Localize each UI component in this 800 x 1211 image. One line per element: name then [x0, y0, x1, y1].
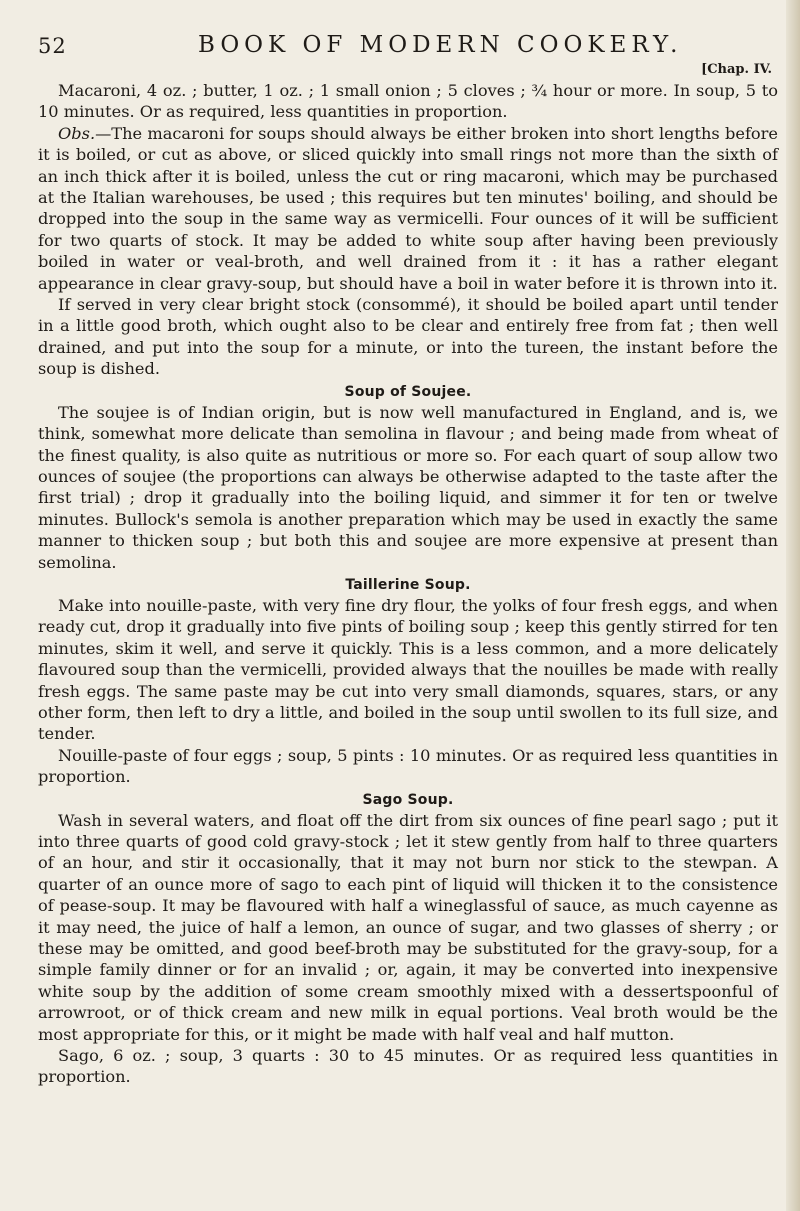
sago-paragraph: Wash in several waters, and float off the dirt from six ounces of fine pearl sago ; put it into three quarts of good cold gravy-stock ; let it stew gently from half to three quarters of an hour, and stir it occasionally, that it may not burn nor stick to the stewpan. A quarter of an ounce more of sago to each pint of liquid will thicken it to the consistence of pease-soup. It may be flavoured with half a wineglassful of sauce, as much cayenne as it may need, the juice of half a lemon, an ounce of sugar, and two glasses of sherry ; or these may be omitted, and good beef-broth may be substituted for the gravy-soup, for a simple family dinner or for an invalid ; or, again, it may be converted into inexpensive white soup by the addition of some cream smoothly mixed with a dessertspoonful of arrowroot, or of thick cream and new milk in equal portions. Veal broth would be the most appropriate for this, or it might be made with half veal and half mutton. — [38, 810, 778, 1044]
page-number: 52 — [38, 34, 67, 58]
soujee-paragraph: The soujee is of Indian origin, but is now well manufactured in England, and is, we think, somewhat more delicate than semolina in flavour ; and being made from wheat of the finest quality, is also quite as nutritious or more so. For each quart of soup allow two ounces of soujee (the proportions can always be otherwise adapted to the taste after the first trial) ; drop it gradually into the boiling liquid, and simmer it for ten or twelve minutes. Bullock's semola is another preparation which may be used in exactly the same manner to thicken soup ; but both this and soujee are more expensive at present than semolina. — [38, 402, 778, 572]
section-title-soujee: Soup of Soujee. — [344, 383, 472, 400]
page-header — [38, 30, 778, 64]
taillerine-quantities: Nouille-paste of four eggs ; soup, 5 pints : 10 minutes. Or as required less quantities in proportion. — [38, 745, 778, 787]
page-edge — [786, 0, 800, 1211]
macaroni-observation — [38, 123, 778, 294]
section-title-taillerine: Taillerine Soup. — [345, 576, 471, 593]
macaroni-consomme: If served in very clear bright stock (consommé), it should be boiled apart until tender in a little good broth, which ought also to be clear and entirely free from fat ; then well drained, and put into the soup for a minute, or into the tureen, the instant before the soup is dished. — [38, 295, 778, 379]
macaroni-obs-text: —The macaroni for soups should always be either broken into short lengths before it is boiled, or cut as above, or sliced quickly into small rings not more than the sixth of an inch thick after it is boiled, unless the cut or ring macaroni, which may be purchased at the Italian warehouses, be used ; this requires but ten minutes' boiling, and should be dropped into the soup in the same way as vermicelli. Four ounces of it will be sufficient for two quarts of stock. It may be added to white soup after having been previously boiled in water or veal-broth, and well drained from it : it has a rather elegant appearance in clear gravy-soup, but should have a boil in water before it is thrown into it. — [38, 123, 778, 293]
macaroni-quantities: Macaroni, 4 oz. ; butter, 1 oz. ; 1 small onion ; 5 cloves ; ¾ hour or more. In soup, 5 to 10 minutes. Or as required, less quantities in proportion. — [38, 81, 778, 122]
chapter-reference: [Chap. IV. — [701, 62, 772, 77]
section-title-sago: Sago Soup. — [362, 791, 454, 808]
obs-label: Obs. — [58, 123, 96, 143]
running-title: BOOK OF MODERN COOKERY. — [198, 32, 683, 58]
page-body — [38, 80, 778, 1088]
book-page — [38, 30, 778, 1088]
sago-quantities: Sago, 6 oz. ; soup, 3 quarts : 30 to 45 minutes. Or as required less quantities in proportion. — [38, 1046, 778, 1087]
taillerine-paragraph: Make into nouille-paste, with very fine dry flour, the yolks of four fresh eggs, and when ready cut, drop it gradually into five pints of boiling soup ; keep this gently stirred for ten minutes, skim it well, and serve it quickly. This is a less common, and a more delicately flavoured soup than the vermicelli, provided always that the nouilles be made with really fresh eggs. The same paste may be cut into very small diamonds, squares, stars, or any other form, then left to dry a little, and boiled in the soup until swollen to its full size, and tender. — [38, 595, 778, 744]
